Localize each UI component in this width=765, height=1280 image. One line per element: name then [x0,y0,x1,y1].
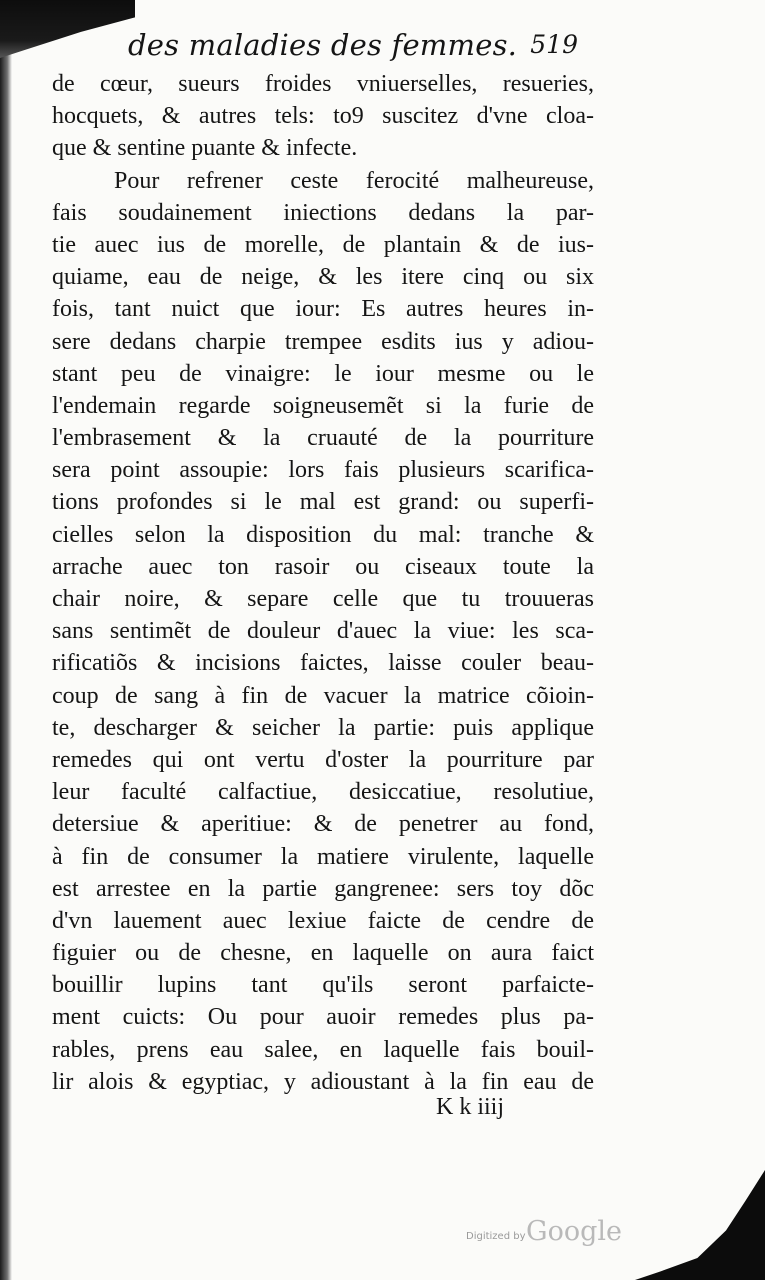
text-line: rificatiõs & incisions faictes, laisse couler beau- [52,650,594,677]
google-logo: Google [526,1216,622,1247]
scan-edge-shadow [0,0,12,1280]
text-line: leur faculté calfactiue, desiccatiue, resolutiue, [52,779,594,806]
text-line: tie auec ius de morelle, de plantain & de ius- [52,231,594,258]
digitized-watermark [466,1216,626,1252]
text-line: quiame, eau de neige, & les itere cinq ou six [52,264,594,291]
text-line: est arrestee en la partie gangrenee: sers toy dõc [52,875,594,902]
text-line: l'embrasement & la cruauté de la pourriture [52,425,594,452]
text-line: chair noire, & separe celle que tu trouueras [52,586,594,612]
text-line: de cœur, sueurs froides vniuerselles, resueries, [52,71,594,97]
text-line: hocquets, & autres tels: to9 suscitez d'vne cloa- [52,103,594,130]
watermark-caption: Digitized by [466,1231,526,1242]
text-line: sere dedans charpie trempee esdits ius y adiou- [52,328,594,355]
text-line: figuier ou de chesne, en laquelle on aura faict [52,940,594,967]
text-line: fais soudainement iniections dedans la par- [52,199,594,226]
text-line: coup de sang à fin de vacuer la matrice cõioin- [52,682,594,709]
text-line: bouillir lupins tant qu'ils seront parfaicte- [52,972,594,999]
text-line: sans sentimẽt de douleur d'auec la viue: les sca- [52,618,594,645]
page-header [128,28,578,72]
text-line: stant peu de vinaigre: le iour mesme ou le [52,360,594,387]
text-line: que & sentine puante & infecte. [52,135,358,162]
text-line: ment cuicts: Ou pour auoir remedes plus pa- [52,1004,594,1031]
text-line: remedes qui ont vertu d'oster la pourriture par [52,746,594,773]
text-line: arrache auec ton rasoir ou ciseaux toute la [52,553,594,580]
text-line: d'vn lauement auec lexiue faicte de cendre de [52,907,594,934]
page-number: 519 [530,30,578,59]
text-line: lir alois & egyptiac, y adioustant à la fin eau de [52,1068,594,1095]
text-line: cielles selon la disposition du mal: tranche & [52,521,594,548]
signature-mark: K k iiij [436,1094,505,1120]
text-line: te, descharger & seicher la partie: puis applique [52,714,594,741]
text-line: à fin de consumer la matiere virulente, laquelle [52,843,594,870]
body-text [52,68,594,1098]
running-head: des maladies des femmes. [128,28,518,62]
text-line: detersiue & aperitiue: & de penetrer au fond, [52,811,594,838]
text-line: sera point assoupie: lors fais plusieurs scarifica- [52,457,594,484]
text-line: tions profondes si le mal est grand: ou superfi- [52,489,594,516]
torn-corner [635,1170,765,1280]
text-line: l'endemain regarde soigneusemẽt si la furie de [52,392,594,419]
text-line: Pour refrener ceste ferocité malheureuse, [114,167,594,194]
text-line: fois, tant nuict que iour: Es autres heures in- [52,296,594,323]
text-line: rables, prens eau salee, en laquelle fais bouil- [52,1036,594,1063]
scan-corner-shadow [0,0,135,58]
